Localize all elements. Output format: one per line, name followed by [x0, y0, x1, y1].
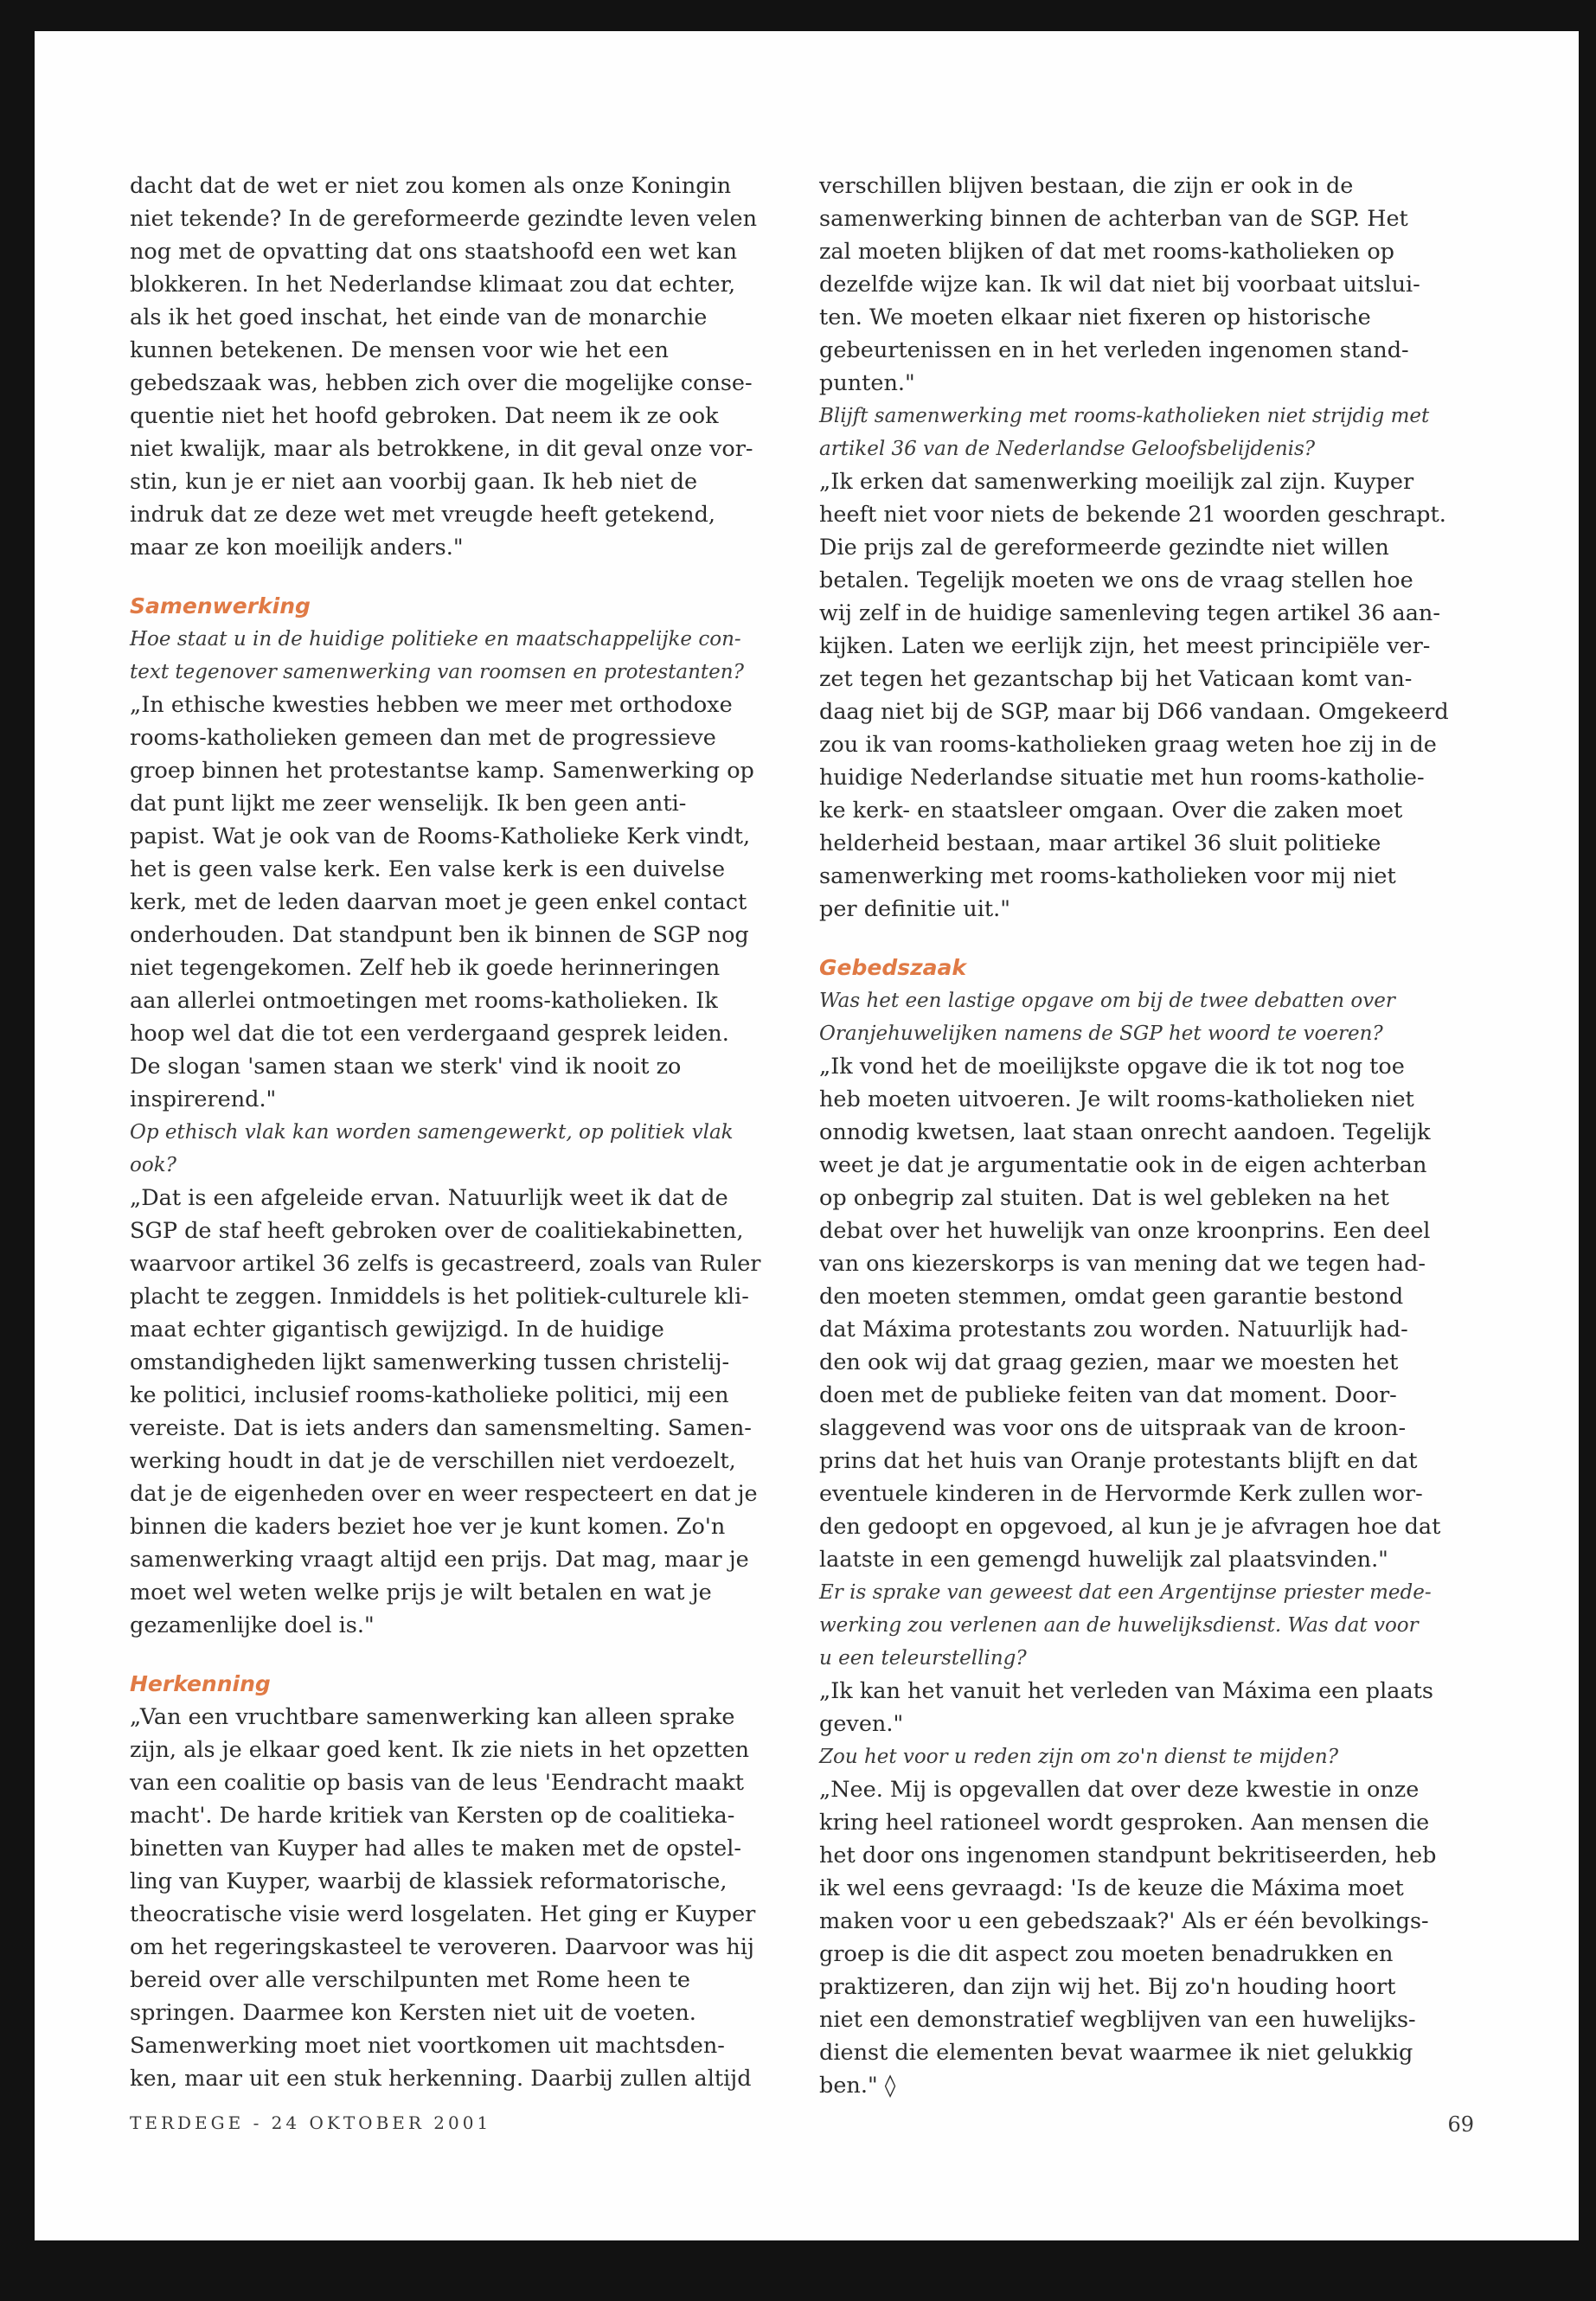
left-column	[130, 170, 774, 2095]
paragraph: „Van een vruchtbare samenwerking kan alleen sprake zijn, als je elkaar goed kent. Ik zie niets in het opzetten van een coalitie op basis van de leus 'Eendracht maakt macht'. De harde kritiek van Kersten op de coalitieka- binetten van Kuyper had alles te maken met de opstel- ling van Kuyper, waarbij de klassiek reformatorische, theocratische visie werd losgelaten. Het ging er Kuyper om het regeringskasteel te veroveren. Daarvoor was hij bereid over alle verschilpunten met Rome heen te springen. Daarmee kon Kersten niet uit de voeten. Samenwerking moet niet voortkomen uit machtsden- ken, maar uit een stuk herkenning. Daarbij zullen altijd	[130, 1704, 756, 2092]
paragraph: „Ik erken dat samenwerking moeilijk zal zijn. Kuyper heeft niet voor niets de bekende 21 woorden geschrapt. Die prijs zal de gereformeerde gezindte niet willen betalen. Tegelijk moeten we ons de vraag stellen hoe wij zelf in de huidige samenleving tegen artikel 36 aan- kijken. Laten we eerlijk zijn, het meest principiële ver- zet tegen het gezantschap bij het Vaticaan komt van- daag niet bij de SGP, maar bij D66 vandaan. Omgekeerd zou ik van rooms-katholieken graag weten hoe zij in de huidige Nederlandse situatie met hun rooms-katholie- ke kerk- en staatsleer omgaan. Over die zaken moet helderheid bestaan, maar artikel 36 sluit politieke samenwerking met rooms-katholieken voor mij niet per definitie uit."	[819, 469, 1449, 922]
paragraph: „In ethische kwesties hebben we meer met orthodoxe rooms-katholieken gemeen dan met de progressieve groep binnen het protestantse kamp. Samenwerking op dat punt lijkt me zeer wenselijk. Ik ben geen anti- papist. Wat je ook van de Rooms-Katholieke Kerk vindt, het is geen valse kerk. Een valse kerk is een duivelse kerk, met de leden daarvan moet je geen enkel contact onderhouden. Dat standpunt ben ik binnen de SGP nog niet tegengekomen. Zelf heb ik goede herinneringen aan allerlei ontmoetingen met rooms-katholieken. Ik hoop wel dat die tot een verdergaand gesprek leiden. De slogan 'samen staan we sterk' vind ik nooit zo inspirerend."	[130, 692, 754, 1112]
interview-question: Was het een lastige opgave om bij de twee debatten over Oranjehuwelijken namens de SGP het woord te voeren?	[819, 990, 1395, 1045]
page-number: 69	[1447, 2112, 1474, 2137]
paragraph: „Nee. Mij is opgevallen dat over deze kwestie in onze kring heel rationeel wordt gesproken. Aan mensen die het door ons ingenomen standpunt bekritiseerden, heb ik wel eens gevraagd: 'Is de keuze die Máxima moet maken voor u een gebedszaak?' Als er één bevolkings- groep is die dit aspect zou moeten benadrukken en praktizeren, dan zijn wij het. Bij zo'n houding hoort niet een demonstratief wegblijven van een huwelijks- dienst die elementen bevat waarmee ik niet gelukkig ben." ◊	[819, 1777, 1437, 2099]
paragraph: „Ik kan het vanuit het verleden van Máxima een plaats geven."	[819, 1678, 1434, 1737]
interview-question: Er is sprake van geweest dat een Argentijnse priester mede- werking zou verlenen aan de huwelijksdienst. Was dat voor u een teleurstelling?	[819, 1581, 1432, 1670]
paragraph: verschillen blijven bestaan, die zijn er ook in de samenwerking binnen de achterban van de SGP. Het zal moeten blijken of dat met rooms-katholieken op dezelfde wijze kan. Ik wil dat niet bij voorbaat uitslui- ten. We moeten elkaar niet fixeren op historische gebeurtenissen en in het verleden ingenomen stand- punten."	[819, 173, 1420, 396]
scan-border-bottom	[0, 2240, 1596, 2301]
interview-question: Op ethisch vlak kan worden samengewerkt, op politiek vlak ook?	[130, 1121, 734, 1176]
section-heading-samenwerking: Samenwerking	[130, 593, 311, 619]
scan-border-left	[0, 0, 35, 2301]
paragraph: „Dat is een afgeleide ervan. Natuurlijk weet ik dat de SGP de staf heeft gebroken over de coalitiekabinetten, waarvoor artikel 36 zelfs is gecastreerd, zoals van Ruler placht te zeggen. Inmiddels is het politiek-culturele kli- maat echter gigantisch gewijzigd. In de huidige omstandigheden lijkt samenwerking tussen christelij- ke politici, inclusief rooms-katholieke politici, mij een vereiste. Dat is iets anders dan samensmelting. Samen- werking houdt in dat je de verschillen niet verdoezelt, dat je de eigenheden over en weer respecteert en dat je binnen die kaders beziet hoe ver je kunt komen. Zo'n samenwerking vraagt altijd een prijs. Dat mag, maar je moet wel weten welke prijs je wilt betalen en wat je gezamenlijke doel is."	[130, 1185, 761, 1638]
paragraph: „Ik vond het de moeilijkste opgave die ik tot nog toe heb moeten uitvoeren. Je wilt rooms-katholieken niet onnodig kwetsen, laat staan onrecht aandoen. Tegelijk weet je dat je argumentatie ook in de eigen achterban op onbegrip zal stuiten. Dat is wel gebleken na het debat over het huwelijk van onze kroonprins. Een deel van ons kiezerskorps is van mening dat we tegen had- den moeten stemmen, omdat geen garantie bestond dat Máxima protestants zou worden. Natuurlijk had- den ook wij dat graag gezien, maar we moesten het doen met de publieke feiten van dat moment. Door- slaggevend was voor ons de uitspraak van de kroon- prins dat het huis van Oranje protestants blijft en dat eventuele kinderen in de Hervormde Kerk zullen wor- den gedoopt en opgevoed, al kun je je afvragen hoe dat laatste in een gemengd huwelijk zal plaatsvinden."	[819, 1054, 1441, 1573]
interview-question: Zou het voor u reden zijn om zo'n dienst te mijden?	[819, 1746, 1339, 1768]
interview-question: Hoe staat u in de huidige politieke en maatschappelijke con- text tegenover samenwerking van roomsen en protestanten?	[130, 628, 744, 683]
scan-border-right	[1579, 0, 1596, 2301]
interview-question: Blijft samenwerking met rooms-katholieken niet strijdig met artikel 36 van de Nederlandse Geloofsbelijdenis?	[819, 405, 1430, 460]
section-heading-herkenning: Herkenning	[130, 1671, 271, 1696]
scan-border-top	[0, 0, 1596, 31]
right-column	[819, 170, 1477, 2102]
paragraph: dacht dat de wet er niet zou komen als onze Koningin niet tekende? In de gereformeerde gezindte leven velen nog met de opvatting dat ons staatshoofd een wet kan blokkeren. In het Nederlandse klimaat zou dat echter, als ik het goed inschat, het einde van de monarchie kunnen betekenen. De mensen voor wie het een gebedszaak was, hebben zich over die mogelijke conse- quentie niet het hoofd gebroken. Dat neem ik ze ook niet kwalijk, maar als betrokkene, in dit geval onze vor- stin, kun je er niet aan voorbij gaan. Ik heb niet de indruk dat ze deze wet met vreugde heeft getekend, maar ze kon moeilijk anders."	[130, 173, 758, 561]
section-heading-gebedszaak: Gebedszaak	[819, 955, 967, 980]
footer-publication: TERDEGE - 24 OKTOBER 2001	[130, 2112, 492, 2133]
